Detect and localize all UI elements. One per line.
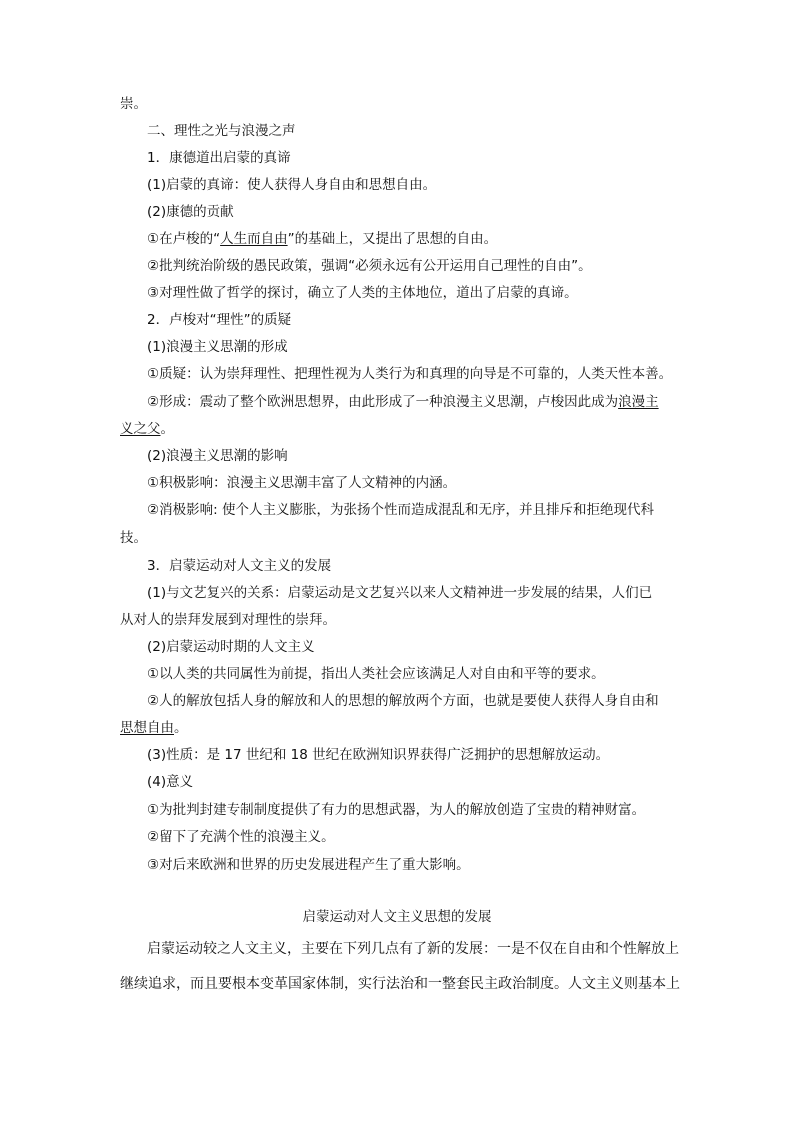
text-line: (3)性质：是 17 世纪和 18 世纪在欧洲知识界获得广泛拥护的思想解放运动。 <box>147 747 610 763</box>
text-line: 启蒙运动较之人文主义，主要在下列几点有了新的发展：一是不仅在自由和个性解放上 <box>147 941 679 957</box>
text-span: ”的基础上，又提出了思想的自由。 <box>287 231 498 247</box>
paragraph-tail: 崇。 <box>120 96 147 112</box>
text-line: ②留下了充满个性的浪漫主义。 <box>147 829 335 845</box>
text-line: ③对后来欧洲和世界的历史发展进程产生了重大影响。 <box>147 857 470 873</box>
text-line <box>120 419 174 439</box>
subsection-title: 1．康德道出启蒙的真谛 <box>147 150 291 166</box>
text-line: 从对人的崇拜发展到对理性的崇拜。 <box>120 612 336 628</box>
underlined-term: 义之父 <box>120 421 161 437</box>
extra-title: 启蒙运动对人文主义思想的发展 <box>302 909 492 925</box>
text-line <box>120 718 188 738</box>
underlined-term: 人生而自由 <box>220 231 288 247</box>
text-line: (2)浪漫主义思潮的影响 <box>147 448 288 464</box>
text-span: 。 <box>174 720 188 736</box>
text-line: (1)与文艺复兴的关系：启蒙运动是文艺复兴以来人文精神进一步发展的结果，人们已 <box>147 585 653 601</box>
text-line <box>147 229 497 249</box>
text-line: (2)康德的贡献 <box>147 204 234 220</box>
text-span: ①在卢梭的“ <box>147 231 221 247</box>
subsection-title: 3．启蒙运动对人文主义的发展 <box>147 558 332 574</box>
text-line: ①为批判封建专制制度提供了有力的思想武器，为人的解放创造了宝贵的精神财富。 <box>147 802 646 818</box>
text-line: ②人的解放包括人身的解放和人的思想的解放两个方面，也就是要使人获得人身自由和 <box>147 693 659 709</box>
text-line: ③对理性做了哲学的探讨，确立了人类的主体地位，道出了启蒙的真谛。 <box>147 285 578 301</box>
subsection-title: 2．卢梭对“理性”的质疑 <box>147 312 292 328</box>
text-line: ②批判统治阶级的愚民政策，强调“必须永远有公开运用自己理性的自由”。 <box>147 258 592 274</box>
text-line: (2)启蒙运动时期的人文主义 <box>147 639 315 655</box>
underlined-term: 浪漫主 <box>618 394 659 410</box>
section-heading: 二、理性之光与浪漫之声 <box>147 123 296 139</box>
text-line: ①以人类的共同属性为前提，指出人类社会应该满足人对自由和平等的要求。 <box>147 666 605 682</box>
text-line: (1)浪漫主义思潮的形成 <box>147 339 288 355</box>
text-span: ②形成：震动了整个欧洲思想界，由此形成了一种浪漫主义思潮，卢梭因此成为 <box>147 394 619 410</box>
text-line: ①质疑：认为崇拜理性、把理性视为人类行为和真理的向导是不可靠的，人类天性本善。 <box>147 366 673 382</box>
text-line: ①积极影响：浪漫主义思潮丰富了人文精神的内涵。 <box>147 475 457 491</box>
text-line: (1)启蒙的真谛：使人获得人身自由和思想自由。 <box>147 177 437 193</box>
text-line: ②消极影响: 使个人主义膨胀，为张扬个性而造成混乱和无序，并且排斥和拒绝现代科 <box>147 502 654 518</box>
text-line: (4)意义 <box>147 774 194 790</box>
text-line: 技。 <box>120 530 147 546</box>
text-line <box>147 392 659 412</box>
underlined-term: 思想自由 <box>120 720 174 736</box>
text-span: 。 <box>160 421 174 437</box>
text-line: 继续追求，而且要根本变革国家体制，实行法治和一整套民主政治制度。人文主义则基本上 <box>120 976 680 992</box>
